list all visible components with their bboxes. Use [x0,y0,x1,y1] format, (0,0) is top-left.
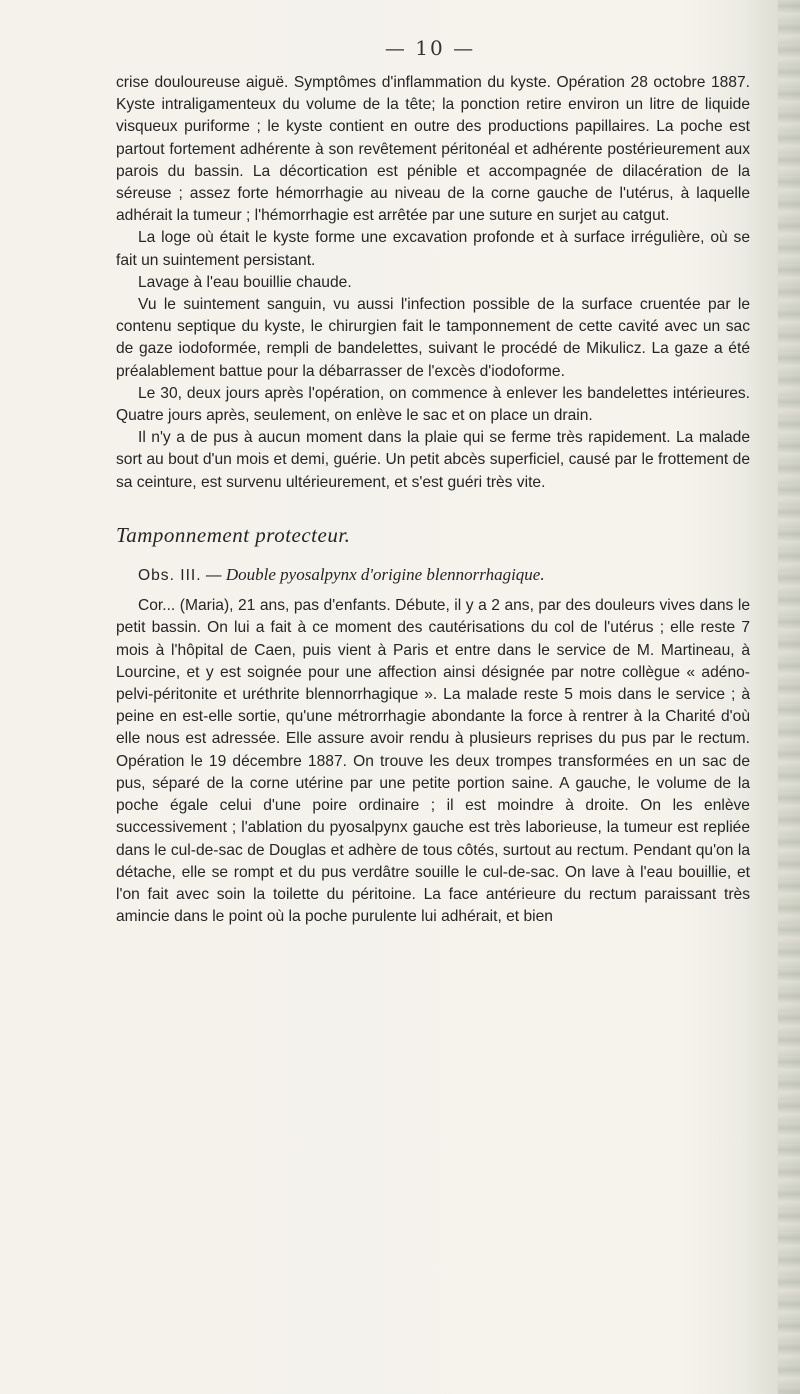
paragraph-7: Cor... (Maria), 21 ans, pas d'enfants. Débute, il y a 2 ans, par des douleurs vives dans le petit bassin. On lui a fait à ce moment des cautérisations du col de l'utérus ; elle reste 7 mois à l'hôpital de Caen, puis vient à Paris et entre dans le service de M. Martineau, à Lourcine, et y est soignée pour une affection ainsi désignée par notre collègue « adéno-pelvi-péritonite et uréthrite blennorrhagique ». La malade reste 5 mois dans le service ; à peine en est-elle sortie, qu'une métrorrhagie abondante la force à rentrer à la Charité d'où elle nous est adressée. Elle assure avoir rendu à plusieurs reprises du pus par le rectum. Opération le 19 décembre 1887. On trouve les deux trompes transformées en un sac de pus, séparé de la corne utérine par une petite portion saine. A gauche, le volume de la poche égale celui d'une poire ordinaire ; il est moindre à droite. On les enlève successivement ; l'ablation du pyosalpynx gauche est très laborieuse, la tumeur est repliée dans le cul-de-sac de Douglas et adhère de tous côtés, surtout au rectum. Pendant qu'on la détache, elle se rompt et du pus verdâtre souille le cul-de-sac. On lave à l'eau bouillie, et l'on fait avec soin la toilette du péritoine. La face antérieure du rectum paraissant très amincie dans le point où la poche purulente lui adhérait, et bien [116,597,750,926]
page-number: — 10 — [384,36,476,60]
paragraph-2: La loge où était le kyste forme une excavation profonde et à surface irrégulière, où se fait un suintement persistant. [116,229,750,269]
paragraph-5: Le 30, deux jours après l'opération, on commence à enlever les bandelettes intérieures. Quatre jours après, seulement, on enlève le sac et on place un drain. [116,384,750,425]
body-text [116,72,750,928]
paragraph-1: crise douloureuse aiguë. Symptômes d'inflammation du kyste. Opération 28 octobre 1887. Kyste intraligamenteux du volume de la tête; la ponction retire environ un litre de liquide visqueux puriforme ; le kyste contient en outre des productions papillaires. La poche est partout fortement adhérente à son revêtement péritonéal et adhérente postérieurement aux parois du bassin. La décortication est pénible et accompagnée de dilacération de la séreuse ; assez forte hémorrhagie au niveau de la corne gauche de l'utérus, à laquelle adhérait la tumeur ; l'hémorrhagie est arrêtée par une suture en surjet au catgut. [116,74,750,225]
observation-label: Obs. III. [138,567,202,585]
paragraph-4: Vu le suintement sanguin, vu aussi l'infection possible de la surface cruentée par le contenu septique du kyste, le chirurgien fait le tamponnement de cette cavité avec un sac de gaze iodoformée, rempli de bandelettes, suivant le procédé de Mikulicz. La gaze a été préalablement battue pour la débarrasser de l'excès d'iodoforme. [116,296,750,380]
section-title: Tamponnement protecteur. [116,522,351,547]
observation-title: Double pyosalpynx d'origine blennorrhagique. [225,565,545,585]
observation-dash: — [201,567,226,585]
paragraph-3: Lavage à l'eau bouillie chaude. [138,273,352,291]
observation-heading [116,564,750,587]
paragraph-6: Il n'y a de pus à aucun moment dans la plaie qui se ferme très rapidement. La malade sort au bout d'un mois et demi, guérie. Un petit abcès superficiel, causé par le frottement de sa ceinture, est survenu ultérieurement, et s'est guéri très vite. [116,429,750,491]
page-edge-shadow [778,0,800,1394]
